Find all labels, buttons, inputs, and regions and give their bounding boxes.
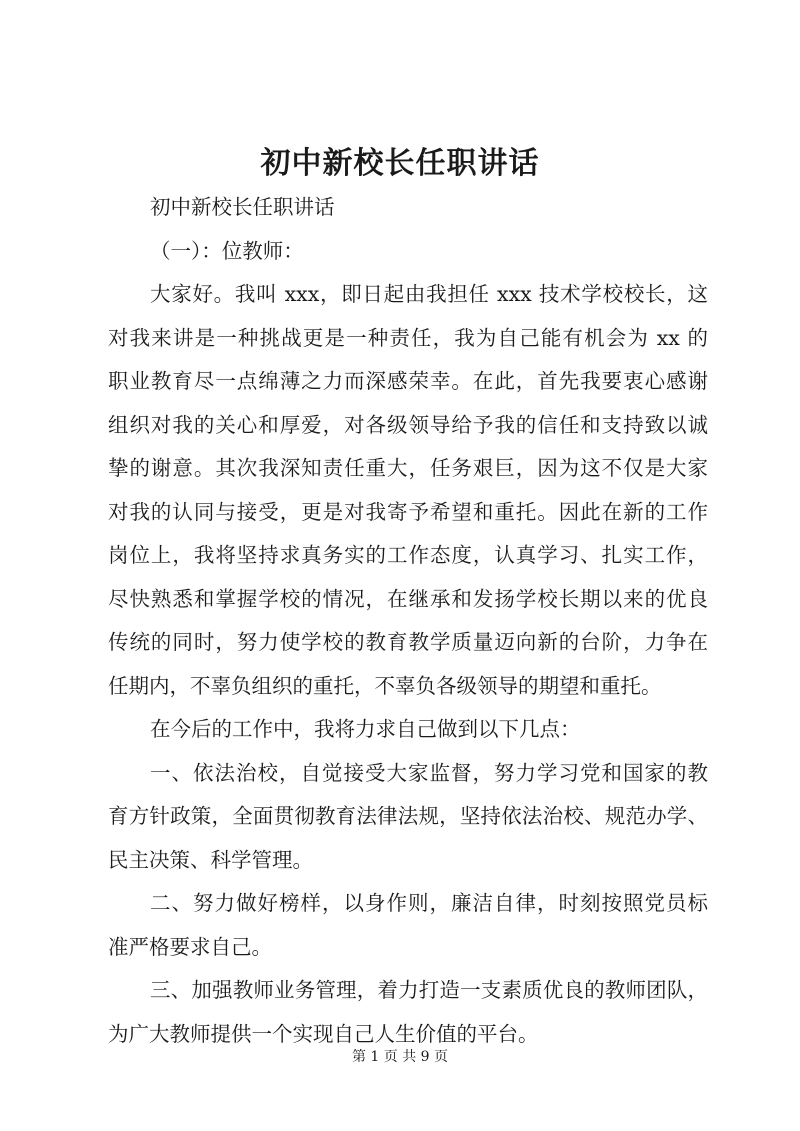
text-line: 育方针政策，全面贯彻教育法律法规，坚持依法治校、规范办学、 (108, 804, 708, 828)
text-line: 在今后的工作中，我将力求自己做到以下几点： (150, 717, 581, 741)
text-line: 尽快熟悉和掌握学校的情况，在继承和发扬学校长期以来的优良 (108, 586, 708, 611)
document-title: 初中新校长任职讲话 (260, 146, 540, 181)
text-line: 一、依法治校，自觉接受大家监督，努力学习党和国家的教 (150, 760, 708, 785)
text-line: 民主决策、科学管理。 (108, 847, 313, 872)
page-number: 第 1 页 共 9 页 (351, 1049, 449, 1065)
text-line: 大家好。我叫 xxx，即日起由我担任 xxx 技术学校校长，这 (150, 282, 708, 306)
text-line: 任期内，不辜负组织的重托，不辜负各级领导的期望和重托。 (108, 673, 662, 698)
text-line: 岗位上，我将坚持求真务实的工作态度，认真学习、扎实工作， (108, 543, 708, 567)
text-line: 传统的同时，努力使学校的教育教学质量迈向新的台阶，力争在 (108, 630, 708, 654)
text-line: 组织对我的关心和厚爱，对各级领导给予我的信任和支持致以诚 (108, 412, 708, 437)
text-line: 对我的认同与接受，更是对我寄予希望和重托。因此在新的工作 (108, 499, 708, 524)
text-line: 职业教育尽一点绵薄之力而深感荣幸。在此，首先我要衷心感谢 (108, 369, 708, 393)
text-line: 三、加强教师业务管理，着力打造一支素质优良的教师团队， (150, 978, 708, 1002)
document-body (108, 186, 708, 1056)
text-line: 为广大教师提供一个实现自己人生价值的平台。 (108, 1021, 539, 1046)
text-line: 准严格要求自己。 (108, 934, 272, 959)
text-line: 挚的谢意。其次我深知责任重大，任务艰巨，因为这不仅是大家 (108, 456, 708, 480)
text-line: （一）：位教师： (150, 238, 304, 263)
text-line: 对我来讲是一种挑战更是一种责任，我为自己能有机会为 xx 的 (108, 325, 708, 350)
text-line: 二、努力做好榜样，以身作则，廉洁自律，时刻按照党员标 (150, 891, 708, 915)
text-line: 初中新校长任职讲话 (150, 195, 335, 219)
